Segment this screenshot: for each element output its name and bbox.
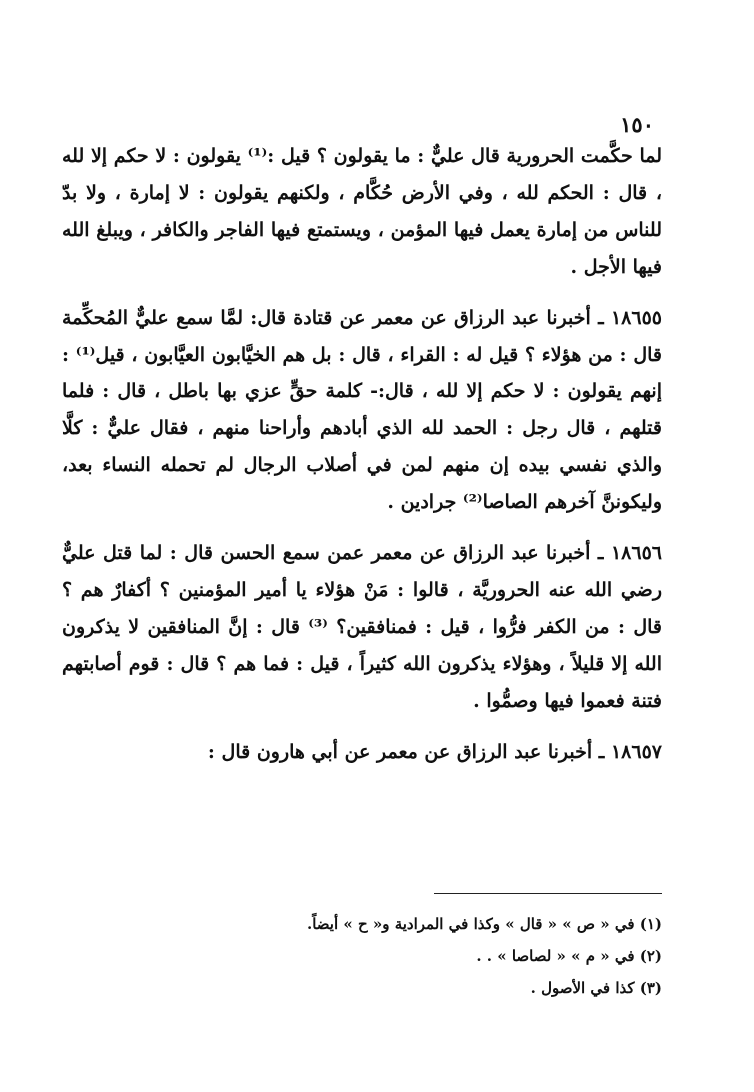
main-text	[62, 138, 662, 785]
page-number: ١٥٠	[620, 112, 654, 137]
footnote-divider	[434, 893, 662, 894]
paragraph-hadith-18656: ١٨٦٥٦ ـ أخبرنا عبد الرزاق عن معمر عمن سمع الحسن قال : لما قتل عليٌّ رضي الله عنه الحروريَّة ، قالوا : مَنْ هؤلاء يا أمير المؤمنين ؟ أكفارٌ هم ؟ قال : من الكفر فرُّوا ، قيل : فمنافقين؟ ⁽³⁾ قال : إنَّ المنافقين لا يذكرون الله إلا قليلاً ، وهؤلاء يذكرون الله كثيراً ، قيل : فما هم ؟ قال : قوم أصابتهم فتنة فعموا فيها وصمُّوا .	[62, 542, 662, 712]
footnote-2: (٢) في « م » « لصاصا » . .	[476, 947, 662, 965]
paragraph-hadith-18655: ١٨٦٥٥ ـ أخبرنا عبد الرزاق عن معمر عن قتادة قال: لمَّا سمع عليٌّ المُحكِّمة قال : من هؤلاء ؟ قيل له : القراء ، قال : بل هم الخيَّابون العيَّابون ، قيل⁽¹⁾ : إنهم يقولون : لا حكم إلا لله ، قال:- كلمة حقٍّ عزي بها باطل ، قال : فلما قتلهم ، قال رجل : الحمد لله الذي أبادهم وأراحنا منهم ، فقال عليٌّ : كلَّا والذي نفسي بيده إن منهم لمن في أصلاب الرجال لم تحمله النساء بعد، وليكوننَّ آخرهم الصاصا⁽²⁾ جرادين .	[62, 306, 662, 514]
footnote-3: (٣) كذا في الأصول .	[530, 979, 662, 997]
paragraph-hadith-18657: ١٨٦٥٧ ـ أخبرنا عبد الرزاق عن معمر عن أبي هارون قال :	[207, 740, 662, 763]
footnotes	[102, 908, 662, 1004]
footnote-1: (١) في « ص » « قال » وكذا في المرادية و« ح » أيضاً.	[307, 915, 662, 933]
paragraph-continuation: لما حكَّمت الحرورية قال عليٌّ : ما يقولون ؟ قيل :⁽¹⁾ يقولون : لا حكم إلا لله ، قال : الحكم لله ، وفي الأرض حُكَّام ، ولكنهم يقولون : لا إمارة ، ولا بدّ للناس من إمارة يعمل فيها المؤمن ، ويستمتع فيها الفاجر والكافر ، ويبلغ الله فيها الأجل .	[62, 145, 663, 278]
